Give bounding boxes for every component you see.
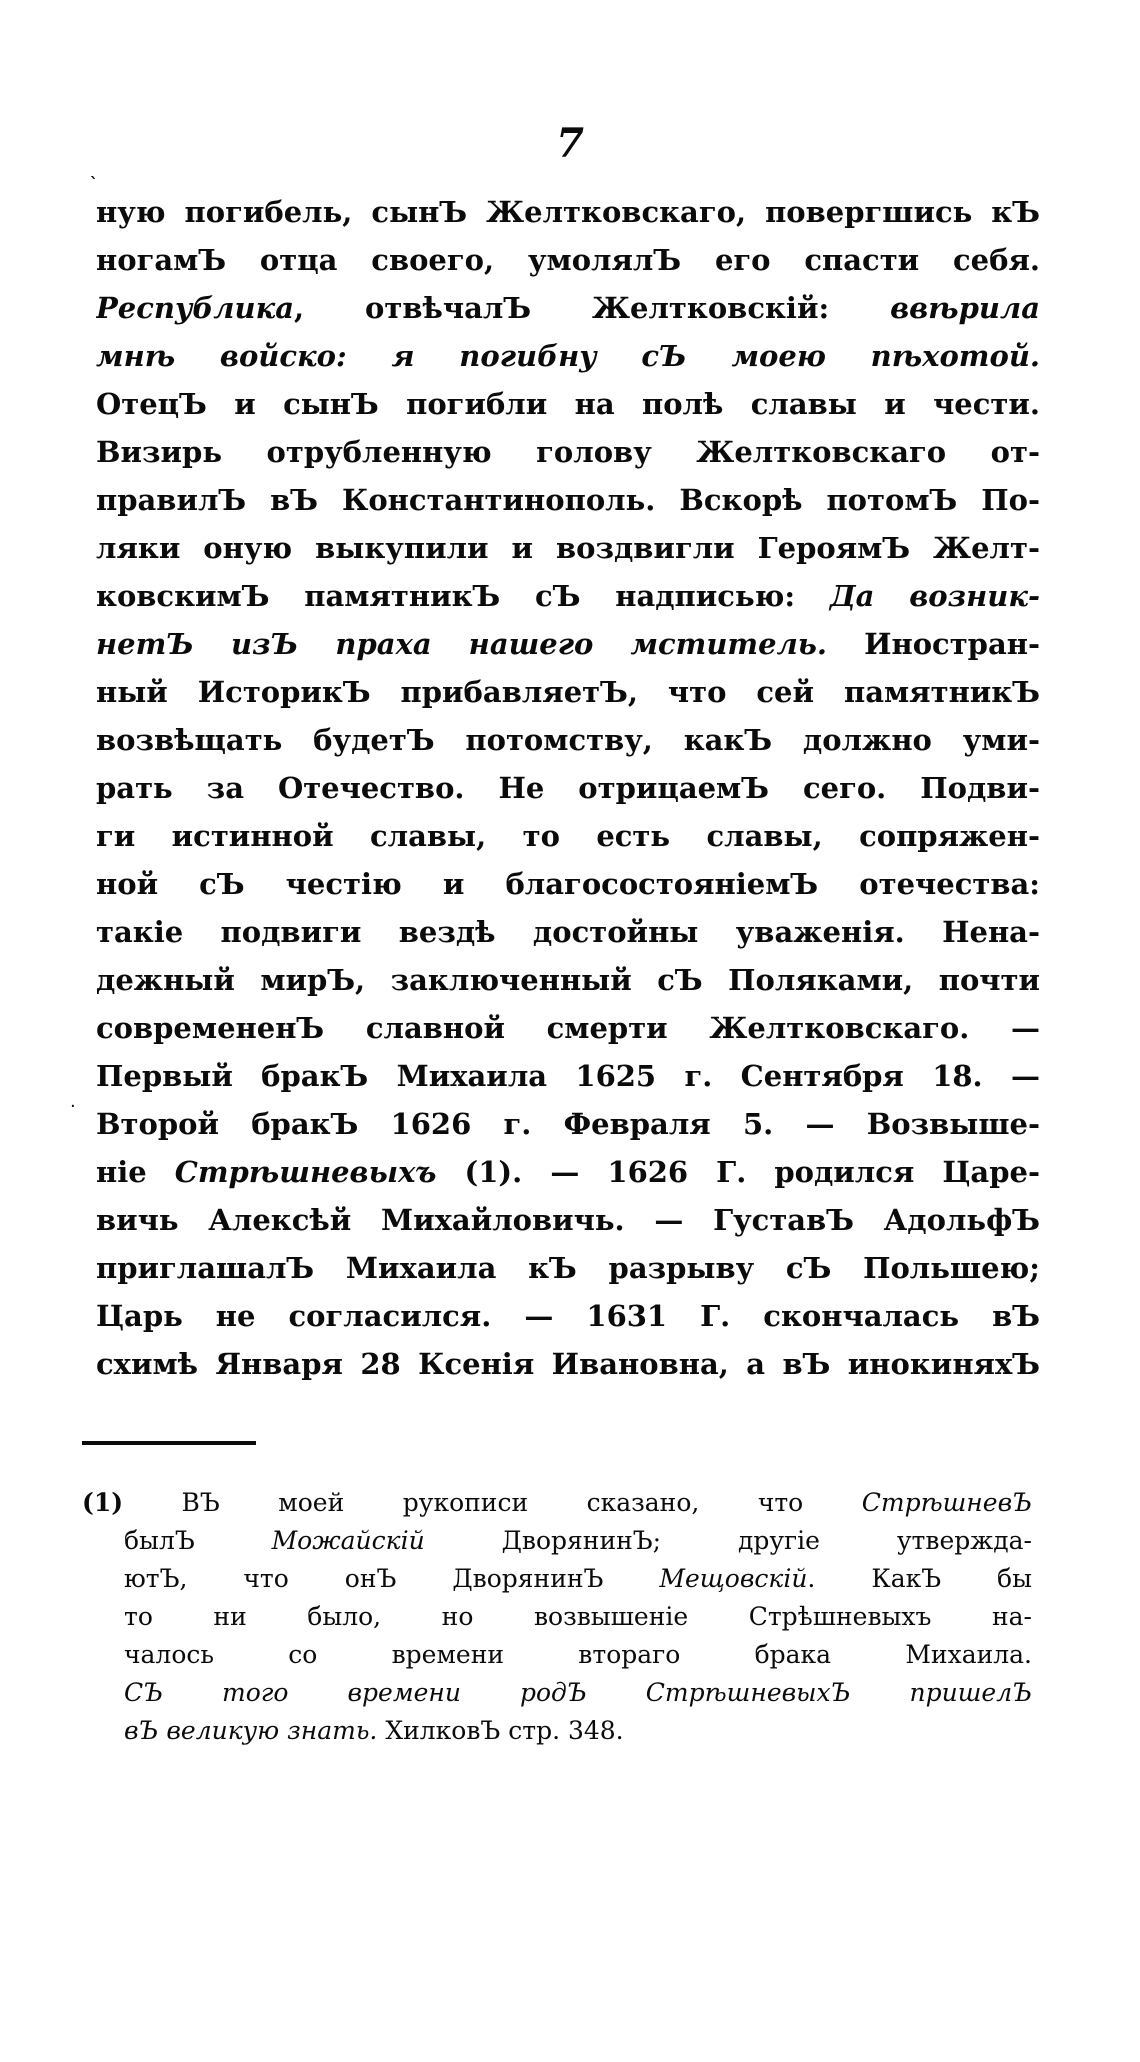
body-text-line	[96, 956, 1040, 1004]
text-run: ный ИсторикЪ прибавляетЪ, что сей памятникЪ	[96, 675, 1040, 709]
body-text-line	[96, 668, 1040, 716]
text-run: вЪ великую знать.	[124, 1716, 378, 1745]
body-text-line	[96, 284, 1040, 332]
text-run: ляки оную выкупили и воздвигли ГероямЪ Желт-	[96, 531, 1040, 565]
body-text-line	[96, 236, 1040, 284]
text-run: ДворянинЪ; другіе утверждa-	[424, 1526, 1032, 1555]
body-text-line	[96, 860, 1040, 908]
body-text-line	[96, 428, 1040, 476]
text-run: ногамЪ отца своего, умолялЪ его спасти себя.	[96, 243, 1040, 277]
text-run: Мещовскій	[659, 1564, 808, 1593]
body-text-line	[96, 380, 1040, 428]
text-run: ніе	[96, 1155, 175, 1189]
footnote-line	[82, 1674, 1032, 1712]
text-run: рать за Отечество. Не отрицаемЪ сего. Подви-	[96, 771, 1040, 805]
body-text-line	[96, 1340, 1040, 1388]
text-run: ОтецЪ и сынЪ погибли на полѣ славы и чести.	[96, 387, 1040, 421]
text-run: ХилковЪ стр. 348.	[377, 1716, 624, 1745]
text-run: былЪ	[124, 1526, 272, 1555]
body-text-line	[96, 476, 1040, 524]
text-run: Иностран-	[827, 627, 1040, 661]
body-text-line	[96, 1196, 1040, 1244]
body-text-line	[96, 524, 1040, 572]
main-text	[96, 188, 1040, 1388]
text-run: Визирь отрубленную голову Желтковскаго от-	[96, 435, 1040, 469]
text-run: ютЪ, что онЪ ДворянинЪ	[124, 1564, 660, 1593]
text-run: возвѣщать будетЪ потомству, какЪ должно уми-	[96, 723, 1040, 757]
footnote-line	[82, 1484, 1032, 1522]
text-run: схимѣ Января 28 Ксенія Ивановна, а вЪ инокиняхЪ	[96, 1347, 1040, 1381]
body-text-line	[96, 764, 1040, 812]
footnote-line	[82, 1636, 1032, 1674]
text-run: СтрѣшневЪ	[861, 1488, 1032, 1517]
footnote	[82, 1484, 1032, 1750]
text-run: Да возник-	[829, 579, 1040, 613]
body-text-line	[96, 1148, 1040, 1196]
text-run: такіе подвиги вездѣ достойны уваженія. Нена-	[96, 915, 1040, 949]
footnote-marker: (1)	[82, 1488, 124, 1517]
text-run: Можайскій	[271, 1526, 425, 1555]
text-run: Стрѣшневыхъ	[174, 1155, 437, 1189]
text-run: ковскимЪ памятникЪ сЪ надписью:	[96, 579, 830, 613]
body-text-line	[96, 1052, 1040, 1100]
text-run: СЪ того времени родЪ СтрѣшневыхЪ пришелЪ	[124, 1678, 1032, 1707]
text-run: приглашалЪ Михаила кЪ разрыву сЪ Польшею;	[96, 1251, 1040, 1285]
tick-mark: ˎ	[90, 160, 98, 179]
footnote-rule	[82, 1441, 256, 1445]
text-run: правилЪ вЪ Константинополь. Вскорѣ потомЪ По-	[96, 483, 1040, 517]
text-run: ВЪ моей рукописи сказано, что	[123, 1488, 862, 1517]
body-text-line	[96, 908, 1040, 956]
footnote-line	[82, 1712, 1032, 1750]
footnote-line	[82, 1598, 1032, 1636]
text-run: Царь не согласился. — 1631 Г. скончалась вЪ	[96, 1299, 1040, 1333]
text-run: дежный мирЪ, заключенный сЪ Поляками, почти	[96, 963, 1040, 997]
text-run: Республика	[96, 291, 295, 325]
body-text-line	[96, 1292, 1040, 1340]
body-text-line	[96, 572, 1040, 620]
text-run: , отвѣчалЪ Желтковскій:	[294, 291, 891, 325]
body-text-line	[96, 1004, 1040, 1052]
text-run: нетЪ изЪ праха нашего мститель.	[96, 627, 828, 661]
text-run: мнѣ войско: я погибну сЪ моею пѣхотой.	[96, 339, 1040, 373]
footnote-line	[82, 1522, 1032, 1560]
margin-dot: ·	[70, 1096, 76, 1117]
body-text-line	[96, 716, 1040, 764]
text-run: вичь Алексѣй Михайловичь. — ГуставЪ АдольфЪ	[96, 1203, 1040, 1237]
body-text-line	[96, 188, 1040, 236]
text-run: то ни было, но возвышеніе Стрѣшневыхъ на-	[124, 1602, 1032, 1631]
body-text-line	[96, 1100, 1040, 1148]
text-run: ной сЪ честію и благосостояніемЪ отечества:	[96, 867, 1040, 901]
body-text-line	[96, 620, 1040, 668]
body-text-line	[96, 812, 1040, 860]
text-run: (1). — 1626 Г. родился Царе-	[436, 1155, 1040, 1189]
text-run: чалось со времени втораго брака Михаила.	[124, 1640, 1032, 1669]
page-number: 7	[556, 120, 584, 167]
text-run: ную погибель, сынЪ Желтковскаго, повергшись кЪ	[96, 195, 1040, 229]
text-run: ввѣрила	[890, 291, 1040, 325]
text-run: Второй бракЪ 1626 г. Февраля 5. — Возвыше-	[96, 1107, 1040, 1141]
text-run: . КакЪ бы	[807, 1564, 1032, 1593]
text-run: современенЪ славной смерти Желтковскаго. —	[96, 1011, 1040, 1045]
body-text-line	[96, 332, 1040, 380]
text-run: ги истинной славы, то есть славы, сопряжен-	[96, 819, 1040, 853]
text-run: Первый бракЪ Михаила 1625 г. Сентября 18. —	[96, 1059, 1040, 1093]
body-text-line	[96, 1244, 1040, 1292]
footnote-line	[82, 1560, 1032, 1598]
